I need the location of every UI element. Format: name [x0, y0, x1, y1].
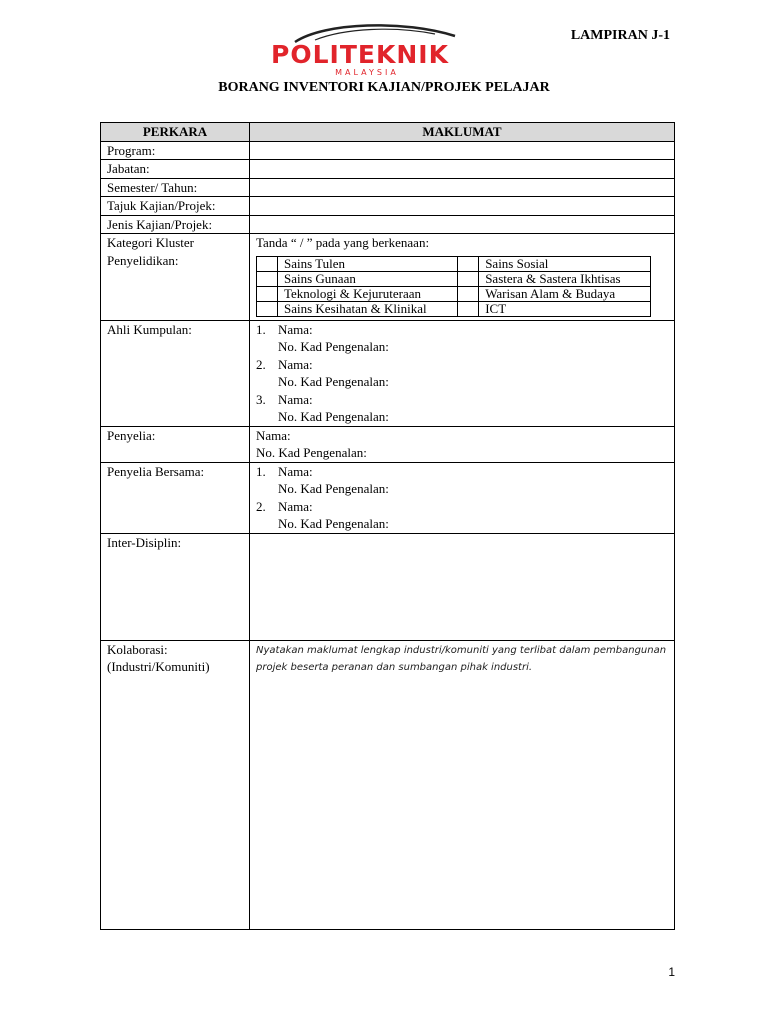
kluster-row — [257, 256, 651, 271]
checkbox-warisan[interactable] — [458, 286, 479, 301]
row-jenis — [101, 215, 675, 234]
checkbox-sastera[interactable] — [458, 271, 479, 286]
penyelia-bersama-list — [256, 463, 668, 533]
row-ahli-kumpulan — [101, 320, 675, 426]
field-inter[interactable] — [250, 533, 675, 640]
list-item: No. Kad Pengenalan: — [278, 516, 389, 531]
label-kolaborasi-line1: Kolaborasi: — [107, 641, 168, 657]
field-penyelia[interactable] — [250, 426, 675, 462]
col-maklumat-header: MAKLUMAT — [250, 123, 675, 142]
checkbox-teknologi[interactable] — [257, 286, 278, 301]
kluster-label: Teknologi & Kejuruteraan — [278, 286, 458, 301]
kluster-row — [257, 271, 651, 286]
penyelia-nama: Nama: — [256, 427, 291, 443]
list-item: 1. Nama: — [256, 321, 313, 337]
checkbox-sains-kesihatan[interactable] — [257, 301, 278, 316]
list-item: No. Kad Pengenalan: — [278, 481, 389, 496]
label-kategori-line2: Penyelidikan: — [107, 252, 179, 268]
label-kolaborasi-line2: (Industri/Komuniti) — [107, 659, 210, 674]
kluster-label: Sains Gunaan — [278, 271, 458, 286]
label-jenis: Jenis Kajian/Projek: — [101, 215, 250, 234]
row-tajuk — [101, 197, 675, 216]
row-inter-disiplin — [101, 533, 675, 640]
list-item: No. Kad Pengenalan: — [278, 374, 389, 389]
logo-text: POLITEKNIK — [271, 40, 449, 69]
list-item: 2. Nama: — [256, 356, 313, 372]
list-item: 1. Nama: — [256, 463, 313, 479]
field-ahli[interactable] — [250, 320, 675, 426]
tanda-instruction: Tanda “ / ” pada yang berkenaan: — [256, 235, 430, 250]
kluster-label: Warisan Alam & Budaya — [479, 286, 651, 301]
row-penyelia — [101, 426, 675, 462]
field-program[interactable] — [250, 141, 675, 160]
kluster-label: Sains Tulen — [278, 256, 458, 271]
label-kolaborasi — [101, 640, 250, 929]
table-header-row — [101, 123, 675, 142]
label-kategori-line1: Kategori Kluster — [107, 235, 195, 250]
label-semester: Semester/ Tahun: — [101, 178, 250, 197]
lampiran-label: LAMPIRAN J-1 — [570, 28, 670, 43]
page-number: 1 — [668, 965, 675, 979]
row-jabatan — [101, 160, 675, 179]
kluster-label: Sains Kesihatan & Klinikal — [278, 301, 458, 316]
row-program — [101, 141, 675, 160]
kolaborasi-note: Nyatakan maklumat lengkap industri/komuniti yang terlibat dalam pembangunan projek beserta peranan dan sumbangan pihak industri. — [256, 644, 667, 673]
label-jabatan: Jabatan: — [101, 160, 250, 179]
list-item: 2. Nama: — [256, 498, 313, 514]
kluster-label: ICT — [479, 301, 651, 316]
field-jenis[interactable] — [250, 215, 675, 234]
label-kategori — [101, 234, 250, 321]
checkbox-sains-sosial[interactable] — [458, 256, 479, 271]
document-title: BORANG INVENTORI KAJIAN/PROJEK PELAJAR — [218, 80, 550, 95]
col-perkara-header: PERKARA — [101, 123, 250, 142]
checkbox-sains-gunaan[interactable] — [257, 271, 278, 286]
kluster-row — [257, 301, 651, 316]
penyelia-kad: No. Kad Pengenalan: — [256, 445, 367, 460]
checkbox-ict[interactable] — [458, 301, 479, 316]
kluster-label: Sains Sosial — [479, 256, 651, 271]
label-tajuk: Tajuk Kajian/Projek: — [101, 197, 250, 216]
kluster-table — [256, 256, 651, 317]
list-item: 3. Nama: — [256, 391, 313, 407]
list-item: No. Kad Pengenalan: — [278, 339, 389, 354]
label-penyelia-bersama: Penyelia Bersama: — [101, 462, 250, 533]
checkbox-sains-tulen[interactable] — [257, 256, 278, 271]
field-kolaborasi[interactable] — [250, 640, 675, 929]
row-kategori — [101, 234, 675, 321]
label-inter: Inter-Disiplin: — [101, 533, 250, 640]
label-ahli: Ahli Kumpulan: — [101, 320, 250, 426]
politeknik-logo — [255, 20, 465, 78]
logo-subtext: MALAYSIA — [335, 68, 399, 77]
field-kategori — [250, 234, 675, 321]
list-item: No. Kad Pengenalan: — [278, 409, 389, 424]
kluster-row — [257, 286, 651, 301]
field-jabatan[interactable] — [250, 160, 675, 179]
row-kolaborasi — [101, 640, 675, 929]
field-tajuk[interactable] — [250, 197, 675, 216]
row-penyelia-bersama — [101, 462, 675, 533]
field-semester[interactable] — [250, 178, 675, 197]
field-penyelia-bersama[interactable] — [250, 462, 675, 533]
inventory-form-table — [100, 122, 675, 930]
row-semester — [101, 178, 675, 197]
ahli-list — [256, 321, 668, 426]
kluster-label: Sastera & Sastera Ikhtisas — [479, 271, 651, 286]
label-program: Program: — [101, 141, 250, 160]
label-penyelia: Penyelia: — [101, 426, 250, 462]
